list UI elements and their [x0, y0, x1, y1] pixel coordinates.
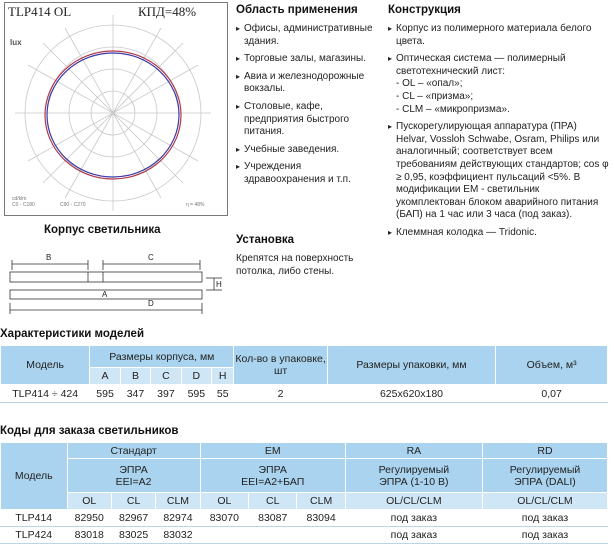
cell-code — [297, 527, 345, 544]
col-b: B — [120, 368, 150, 385]
codes-table-title: Коды для заказа светильников — [0, 425, 179, 437]
polar-grid — [5, 3, 227, 215]
polar-legend-left: C0 - C180 — [12, 202, 35, 208]
col-em-clm: CLM — [297, 493, 345, 510]
group-em-sub: ЭПРА EEI=A2+БАП — [200, 459, 345, 493]
cell-code — [200, 527, 248, 544]
col-ra: OL/CL/CLM — [345, 493, 482, 510]
cell-code: 83018 — [67, 527, 111, 544]
col-std-ol: OL — [67, 493, 111, 510]
dim-label-b: B — [46, 253, 52, 262]
construction-item: ▸ Пускорегулирующая аппаратура (ПРА) Helvar, Vossloh Schwabe, Osram, Philips или аналогичный; соответствует всем требованиям действующих стандартов; cos φ ≥ 0,95, коэффициент пульсаций <5%. В модификации ЕМ - светильник укомплектован блоком аварийного питания (БАП) на 1 час или 3 часа (под заказ). — [388, 121, 610, 222]
cell-code: 83070 — [200, 510, 248, 527]
col-em-ol: OL — [200, 493, 248, 510]
cell-a: 595 — [90, 385, 120, 403]
application-item: ▸ Столовые, кафе, предприятия быстрого питания. — [236, 101, 378, 139]
col-d: D — [181, 368, 211, 385]
models-table — [0, 345, 608, 403]
cell-model: TLP414 ÷ 424 — [1, 385, 90, 403]
install-title: Установка — [236, 234, 295, 246]
housing-drawing — [0, 248, 232, 324]
cell-code — [249, 527, 297, 544]
col-rd: OL/CL/CLM — [482, 493, 607, 510]
cell-code: 83025 — [111, 527, 155, 544]
codes-table — [0, 442, 608, 544]
construction-title: Конструкция — [388, 4, 461, 16]
construction-item: ▸ Оптическая система — полимерный светотехнический лист: - OL – «опал»; - CL – «призма»; - CLM – «микропризма». — [388, 53, 610, 116]
construction-item: ▸ Корпус из полимерного материала белого цвета. — [388, 23, 610, 48]
group-em: EM — [200, 443, 345, 459]
construction-list — [388, 23, 610, 245]
group-ra: RA — [345, 443, 482, 459]
cell-code: 83094 — [297, 510, 345, 527]
cell-code: под заказ — [482, 510, 607, 527]
application-item: ▸ Учебные заведения. — [236, 144, 378, 157]
polar-legend-right: C90 - C270 — [60, 202, 86, 208]
col-em-cl: CL — [249, 493, 297, 510]
col-a: A — [90, 368, 120, 385]
application-item: ▸ Авиа и железнодорожные вокзалы. — [236, 71, 378, 96]
dim-label-d: D — [148, 299, 154, 308]
polar-efficiency: КПД=48% — [138, 4, 197, 19]
dim-label-a: A — [102, 290, 108, 299]
cell-b: 347 — [120, 385, 150, 403]
cell-model: TLP414 — [1, 510, 68, 527]
install-text: Крепятся на поверхность потолка, либо стены. — [236, 253, 354, 277]
cell-code: под заказ — [482, 527, 607, 544]
col-qty: Кол-во в упаковке, шт — [234, 346, 327, 385]
cell-code: 83032 — [156, 527, 200, 544]
cell-h: 55 — [212, 385, 234, 403]
housing-title: Корпус светильника — [44, 224, 161, 236]
dim-label-c: C — [148, 253, 154, 262]
cell-code: 82974 — [156, 510, 200, 527]
models-table-title: Характеристики моделей — [0, 328, 145, 340]
cell-d: 595 — [181, 385, 211, 403]
polar-title: TLP414 OL — [8, 4, 72, 19]
table-row — [1, 510, 608, 527]
cell-qty: 2 — [234, 385, 327, 403]
cell-code: под заказ — [345, 510, 482, 527]
polar-units: cd/klm — [12, 196, 27, 202]
group-rd: RD — [482, 443, 607, 459]
polar-diagram — [4, 2, 228, 216]
polar-logo: lux — [10, 38, 22, 47]
dim-label-h: H — [216, 280, 222, 289]
cell-code: 82950 — [67, 510, 111, 527]
col-pack: Размеры упаковки, мм — [327, 346, 495, 385]
group-standard: Стандарт — [67, 443, 200, 459]
col-std-clm: CLM — [156, 493, 200, 510]
cell-code: под заказ — [345, 527, 482, 544]
application-item: ▸ Учреждения здравоохранения и т.п. — [236, 161, 378, 186]
table-row — [1, 385, 608, 403]
group-standard-sub: ЭПРА EEI=A2 — [67, 459, 200, 493]
group-ra-sub: Регулируемый ЭПРА (1-10 В) — [345, 459, 482, 493]
construction-item: ▸ Клеммная колодка — Tridonic. — [388, 227, 610, 240]
application-list — [236, 23, 378, 192]
col-std-cl: CL — [111, 493, 155, 510]
application-item: ▸ Торговые залы, магазины. — [236, 53, 378, 66]
table-row — [1, 527, 608, 544]
cell-code: 83087 — [249, 510, 297, 527]
col-dims: Размеры корпуса, мм — [90, 346, 234, 368]
col-vol: Объем, м³ — [496, 346, 608, 385]
application-title: Область применения — [236, 4, 358, 16]
application-item: ▸ Офисы, административные здания. — [236, 23, 378, 48]
group-rd-sub: Регулируемый ЭПРА (DALI) — [482, 459, 607, 493]
cell-pack: 625х620х180 — [327, 385, 495, 403]
col-model: Модель — [1, 346, 90, 385]
cell-vol: 0,07 — [496, 385, 608, 403]
cell-code: 82967 — [111, 510, 155, 527]
col-c: C — [151, 368, 181, 385]
cell-model: TLP424 — [1, 527, 68, 544]
col-h: H — [212, 368, 234, 385]
cell-c: 397 — [151, 385, 181, 403]
polar-angle-note: η = 48% — [186, 202, 205, 208]
col-model: Модель — [1, 443, 68, 510]
